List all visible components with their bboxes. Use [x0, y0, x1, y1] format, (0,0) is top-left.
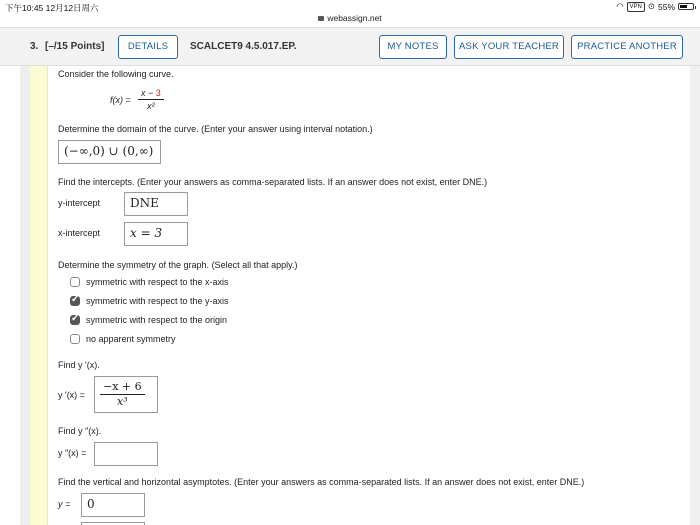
ask-teacher-button[interactable]: ASK YOUR TEACHER [454, 35, 564, 59]
status-bar [0, 0, 700, 13]
question-number: 3. [30, 41, 39, 52]
asymptote-prompt: Find the vertical and horizontal asymptotes. (Enter your answers as comma-separated lists. If an answer does not exist, enter DNE.) [58, 477, 585, 487]
symmetry-checkbox-y-axis[interactable] [70, 296, 80, 306]
domain-answer-value: (−∞,0) ∪ (0,∞) [64, 144, 154, 158]
symmetry-checkbox-none[interactable] [70, 334, 80, 344]
lock-icon [318, 16, 324, 21]
y-intercept-value: DNE [130, 196, 159, 210]
x-intercept-value: x = 3 [130, 226, 163, 240]
url-bar[interactable] [0, 13, 700, 27]
symmetry-option-label: no apparent symmetry [86, 334, 176, 344]
battery-icon [678, 3, 694, 10]
vpn-badge: VPN [627, 2, 645, 12]
intercepts-prompt: Find the intercepts. (Enter your answers as comma-separated lists. If an answer does not exist, enter DNE.) [58, 177, 488, 187]
yprime-fraction [100, 380, 145, 408]
y-intercept-label: y-intercept [58, 198, 101, 208]
battery-percent: 55% [657, 1, 675, 12]
ydouble-answer-field[interactable] [94, 442, 158, 466]
wifi-icon: ◠ [616, 1, 624, 11]
ydouble-lhs: y ″(x) = [58, 448, 87, 458]
yprime-lhs: y ′(x) = [58, 390, 85, 400]
x-intercept-label: x-intercept [58, 228, 101, 238]
function-fraction [138, 88, 164, 111]
symmetry-option-label: symmetric with respect to the x-axis [86, 277, 229, 287]
status-icons [616, 1, 694, 12]
horizontal-asymptote-field[interactable] [81, 493, 145, 517]
function-denominator: x² [147, 101, 155, 111]
domain-answer-field[interactable] [58, 140, 161, 164]
battery-fill [680, 5, 687, 8]
intro-text: Consider the following curve. [58, 69, 174, 79]
y-intercept-field[interactable] [124, 192, 188, 216]
function-lhs: f(x) = [110, 95, 131, 105]
symmetry-prompt: Determine the symmetry of the graph. (Select all that apply.) [58, 260, 298, 270]
function-numerator: x − 3 [138, 88, 164, 100]
symmetry-checkbox-x-axis[interactable] [70, 277, 80, 287]
symmetry-checkbox-origin[interactable] [70, 315, 80, 325]
orientation-lock-icon: ⊙ [647, 1, 655, 11]
symmetry-option-label: symmetric with respect to the y-axis [86, 296, 229, 306]
asymptote-lhs: y = [58, 499, 71, 509]
question-marker-bar [30, 66, 48, 525]
horizontal-asymptote-value: 0 [87, 497, 95, 511]
question-code: SCALCET9 4.5.017.EP. [190, 41, 297, 52]
right-margin [690, 66, 700, 525]
details-button[interactable]: DETAILS [118, 35, 178, 59]
symmetry-option-label: symmetric with respect to the origin [86, 315, 228, 325]
practice-another-button[interactable]: PRACTICE ANOTHER [571, 35, 683, 59]
yprime-prompt: Find y ′(x). [58, 360, 100, 370]
url-text: webassign.net [327, 13, 382, 23]
yprime-numerator: −x + 6 [100, 380, 145, 395]
domain-prompt: Determine the domain of the curve. (Enter your answer using interval notation.) [58, 124, 373, 134]
x-intercept-field[interactable] [124, 222, 188, 246]
question-header [0, 27, 700, 66]
left-margin [20, 66, 30, 525]
yprime-denominator: x³ [117, 395, 128, 408]
question-points: [–/15 Points] [45, 41, 105, 52]
my-notes-button[interactable]: MY NOTES [379, 35, 447, 59]
ydouble-prompt: Find y ″(x). [58, 426, 102, 436]
yprime-answer-field[interactable] [94, 376, 158, 413]
status-time: 下午10:45 12月12日周六 [5, 3, 99, 13]
